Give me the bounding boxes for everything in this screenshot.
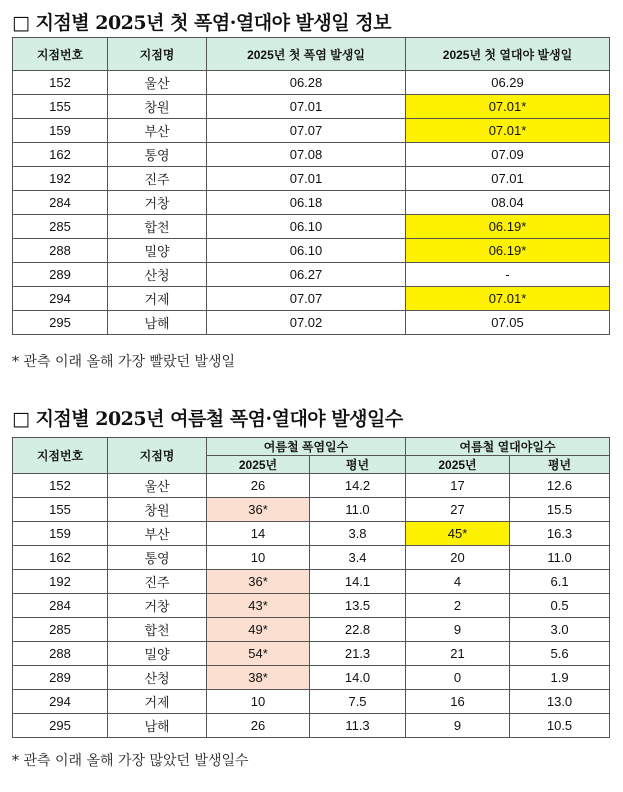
table-row (13, 95, 610, 119)
first-heatwave-date-cell: 07.07 (207, 287, 406, 311)
table-row (13, 546, 610, 570)
table-row (13, 287, 610, 311)
header-first-tropical-night-date: 2025년 첫 열대야 발생일 (406, 38, 610, 71)
station-name-cell: 거창 (108, 191, 207, 215)
station-name-cell: 부산 (108, 119, 207, 143)
station-id-cell: 152 (13, 474, 108, 498)
tropical-night-days-2025-cell: 27 (406, 498, 510, 522)
first-heatwave-date-cell: 07.07 (207, 119, 406, 143)
heatwave-days-normal-cell: 21.3 (310, 642, 406, 666)
tropical-night-days-normal-cell: 13.0 (510, 690, 610, 714)
table-row (13, 666, 610, 690)
first-tropical-night-date-cell: 06.19* (406, 239, 610, 263)
table-row (13, 71, 610, 95)
table-row (13, 714, 610, 738)
station-name-cell: 밀양 (108, 239, 207, 263)
tropical-night-days-normal-cell: 3.0 (510, 618, 610, 642)
station-name-cell: 합천 (108, 215, 207, 239)
tropical-night-days-2025-cell: 0 (406, 666, 510, 690)
station-id-cell: 289 (13, 666, 108, 690)
first-tropical-night-date-cell: 07.01* (406, 287, 610, 311)
heatwave-days-2025-cell: 26 (207, 714, 310, 738)
heatwave-days-2025-cell: 36* (207, 498, 310, 522)
heatwave-days-normal-cell: 14.1 (310, 570, 406, 594)
heatwave-days-normal-cell: 14.2 (310, 474, 406, 498)
station-id-cell: 288 (13, 239, 108, 263)
station-name-cell: 밀양 (108, 642, 207, 666)
first-heatwave-date-cell: 06.28 (207, 71, 406, 95)
station-id-cell: 159 (13, 119, 108, 143)
tropical-night-days-2025-cell: 16 (406, 690, 510, 714)
first-heatwave-date-cell: 06.18 (207, 191, 406, 215)
station-id-cell: 285 (13, 215, 108, 239)
first-tropical-night-date-cell: 07.01* (406, 119, 610, 143)
tropical-night-days-normal-cell: 1.9 (510, 666, 610, 690)
header-first-heatwave-date: 2025년 첫 폭염 발생일 (207, 38, 406, 71)
heatwave-days-2025-cell: 14 (207, 522, 310, 546)
table-header-row (13, 438, 610, 456)
first-heatwave-date-cell: 06.10 (207, 215, 406, 239)
table-row (13, 143, 610, 167)
tropical-night-days-2025-cell: 45* (406, 522, 510, 546)
day-counts-table (12, 437, 610, 738)
tropical-night-days-normal-cell: 11.0 (510, 546, 610, 570)
heatwave-days-normal-cell: 22.8 (310, 618, 406, 642)
station-id-cell: 294 (13, 287, 108, 311)
tropical-night-days-2025-cell: 9 (406, 618, 510, 642)
station-name-cell: 통영 (108, 143, 207, 167)
first-tropical-night-date-cell: 06.29 (406, 71, 610, 95)
tropical-night-days-normal-cell: 15.5 (510, 498, 610, 522)
tropical-night-days-2025-cell: 2 (406, 594, 510, 618)
station-id-cell: 155 (13, 95, 108, 119)
tropical-night-days-normal-cell: 6.1 (510, 570, 610, 594)
table-row (13, 594, 610, 618)
heatwave-days-2025-cell: 36* (207, 570, 310, 594)
table-row (13, 167, 610, 191)
station-id-cell: 295 (13, 714, 108, 738)
heatwave-days-normal-cell: 7.5 (310, 690, 406, 714)
header-heatwave-days: 여름철 폭염일수 (207, 438, 406, 456)
first-tropical-night-date-cell: 08.04 (406, 191, 610, 215)
tropical-night-days-2025-cell: 4 (406, 570, 510, 594)
table2-footnote: * 관측 이래 올해 가장 많았던 발생일수 (12, 753, 249, 769)
station-id-cell: 162 (13, 546, 108, 570)
station-name-cell: 진주 (108, 167, 207, 191)
table-row (13, 191, 610, 215)
station-name-cell: 합천 (108, 618, 207, 642)
table-row (13, 642, 610, 666)
station-id-cell: 288 (13, 642, 108, 666)
heatwave-days-2025-cell: 54* (207, 642, 310, 666)
header-station-id: 지점번호 (13, 438, 108, 474)
first-heatwave-date-cell: 07.02 (207, 311, 406, 335)
header-tropical-night-days: 여름철 열대야일수 (406, 438, 610, 456)
first-dates-table (12, 37, 610, 335)
first-heatwave-date-cell: 07.01 (207, 95, 406, 119)
header-night-2025: 2025년 (406, 456, 510, 474)
header-heat-normal: 평년 (310, 456, 406, 474)
station-id-cell: 289 (13, 263, 108, 287)
table-row (13, 311, 610, 335)
station-name-cell: 울산 (108, 71, 207, 95)
station-name-cell: 창원 (108, 95, 207, 119)
heatwave-days-2025-cell: 49* (207, 618, 310, 642)
station-name-cell: 울산 (108, 474, 207, 498)
first-heatwave-date-cell: 06.27 (207, 263, 406, 287)
station-name-cell: 남해 (108, 714, 207, 738)
station-id-cell: 192 (13, 167, 108, 191)
table-row (13, 263, 610, 287)
station-id-cell: 295 (13, 311, 108, 335)
station-name-cell: 부산 (108, 522, 207, 546)
station-name-cell: 거제 (108, 287, 207, 311)
station-name-cell: 창원 (108, 498, 207, 522)
station-id-cell: 192 (13, 570, 108, 594)
table-row (13, 618, 610, 642)
heatwave-days-normal-cell: 14.0 (310, 666, 406, 690)
table-row (13, 690, 610, 714)
tropical-night-days-2025-cell: 21 (406, 642, 510, 666)
first-tropical-night-date-cell: 07.01* (406, 95, 610, 119)
heatwave-days-normal-cell: 13.5 (310, 594, 406, 618)
table-row (13, 570, 610, 594)
table-row (13, 239, 610, 263)
header-night-normal: 평년 (510, 456, 610, 474)
table-header-row (13, 38, 610, 71)
first-tropical-night-date-cell: 06.19* (406, 215, 610, 239)
station-name-cell: 진주 (108, 570, 207, 594)
heatwave-days-normal-cell: 11.0 (310, 498, 406, 522)
header-station-id: 지점번호 (13, 38, 108, 71)
heatwave-days-normal-cell: 11.3 (310, 714, 406, 738)
station-name-cell: 거창 (108, 594, 207, 618)
tropical-night-days-2025-cell: 9 (406, 714, 510, 738)
tropical-night-days-normal-cell: 10.5 (510, 714, 610, 738)
heatwave-days-normal-cell: 3.8 (310, 522, 406, 546)
station-id-cell: 294 (13, 690, 108, 714)
station-id-cell: 162 (13, 143, 108, 167)
heatwave-days-2025-cell: 26 (207, 474, 310, 498)
heatwave-days-normal-cell: 3.4 (310, 546, 406, 570)
header-station-name: 지점명 (108, 438, 207, 474)
first-tropical-night-date-cell: 07.05 (406, 311, 610, 335)
header-station-name: 지점명 (108, 38, 207, 71)
heatwave-days-2025-cell: 10 (207, 690, 310, 714)
table-row (13, 498, 610, 522)
first-tropical-night-date-cell: 07.01 (406, 167, 610, 191)
tropical-night-days-normal-cell: 12.6 (510, 474, 610, 498)
station-id-cell: 155 (13, 498, 108, 522)
station-id-cell: 285 (13, 618, 108, 642)
tropical-night-days-normal-cell: 0.5 (510, 594, 610, 618)
first-tropical-night-date-cell: 07.09 (406, 143, 610, 167)
station-name-cell: 통영 (108, 546, 207, 570)
tropical-night-days-normal-cell: 16.3 (510, 522, 610, 546)
station-id-cell: 284 (13, 594, 108, 618)
section-title-first-dates: □ 지점별 2025년 첫 폭염·열대야 발생일 정보 (12, 12, 391, 34)
heatwave-days-2025-cell: 38* (207, 666, 310, 690)
first-heatwave-date-cell: 06.10 (207, 239, 406, 263)
first-tropical-night-date-cell: - (406, 263, 610, 287)
station-name-cell: 산청 (108, 666, 207, 690)
station-id-cell: 159 (13, 522, 108, 546)
first-heatwave-date-cell: 07.01 (207, 167, 406, 191)
station-name-cell: 남해 (108, 311, 207, 335)
section-title-day-counts: □ 지점별 2025년 여름철 폭염·열대야 발생일수 (12, 408, 403, 430)
tropical-night-days-normal-cell: 5.6 (510, 642, 610, 666)
tropical-night-days-2025-cell: 20 (406, 546, 510, 570)
table-row (13, 522, 610, 546)
table1-footnote: * 관측 이래 올해 가장 빨랐던 발생일 (12, 354, 236, 370)
heatwave-days-2025-cell: 10 (207, 546, 310, 570)
header-heat-2025: 2025년 (207, 456, 310, 474)
table-row (13, 215, 610, 239)
station-name-cell: 거제 (108, 690, 207, 714)
table-row (13, 119, 610, 143)
first-heatwave-date-cell: 07.08 (207, 143, 406, 167)
heatwave-days-2025-cell: 43* (207, 594, 310, 618)
station-id-cell: 284 (13, 191, 108, 215)
station-name-cell: 산청 (108, 263, 207, 287)
station-id-cell: 152 (13, 71, 108, 95)
tropical-night-days-2025-cell: 17 (406, 474, 510, 498)
table-row (13, 474, 610, 498)
